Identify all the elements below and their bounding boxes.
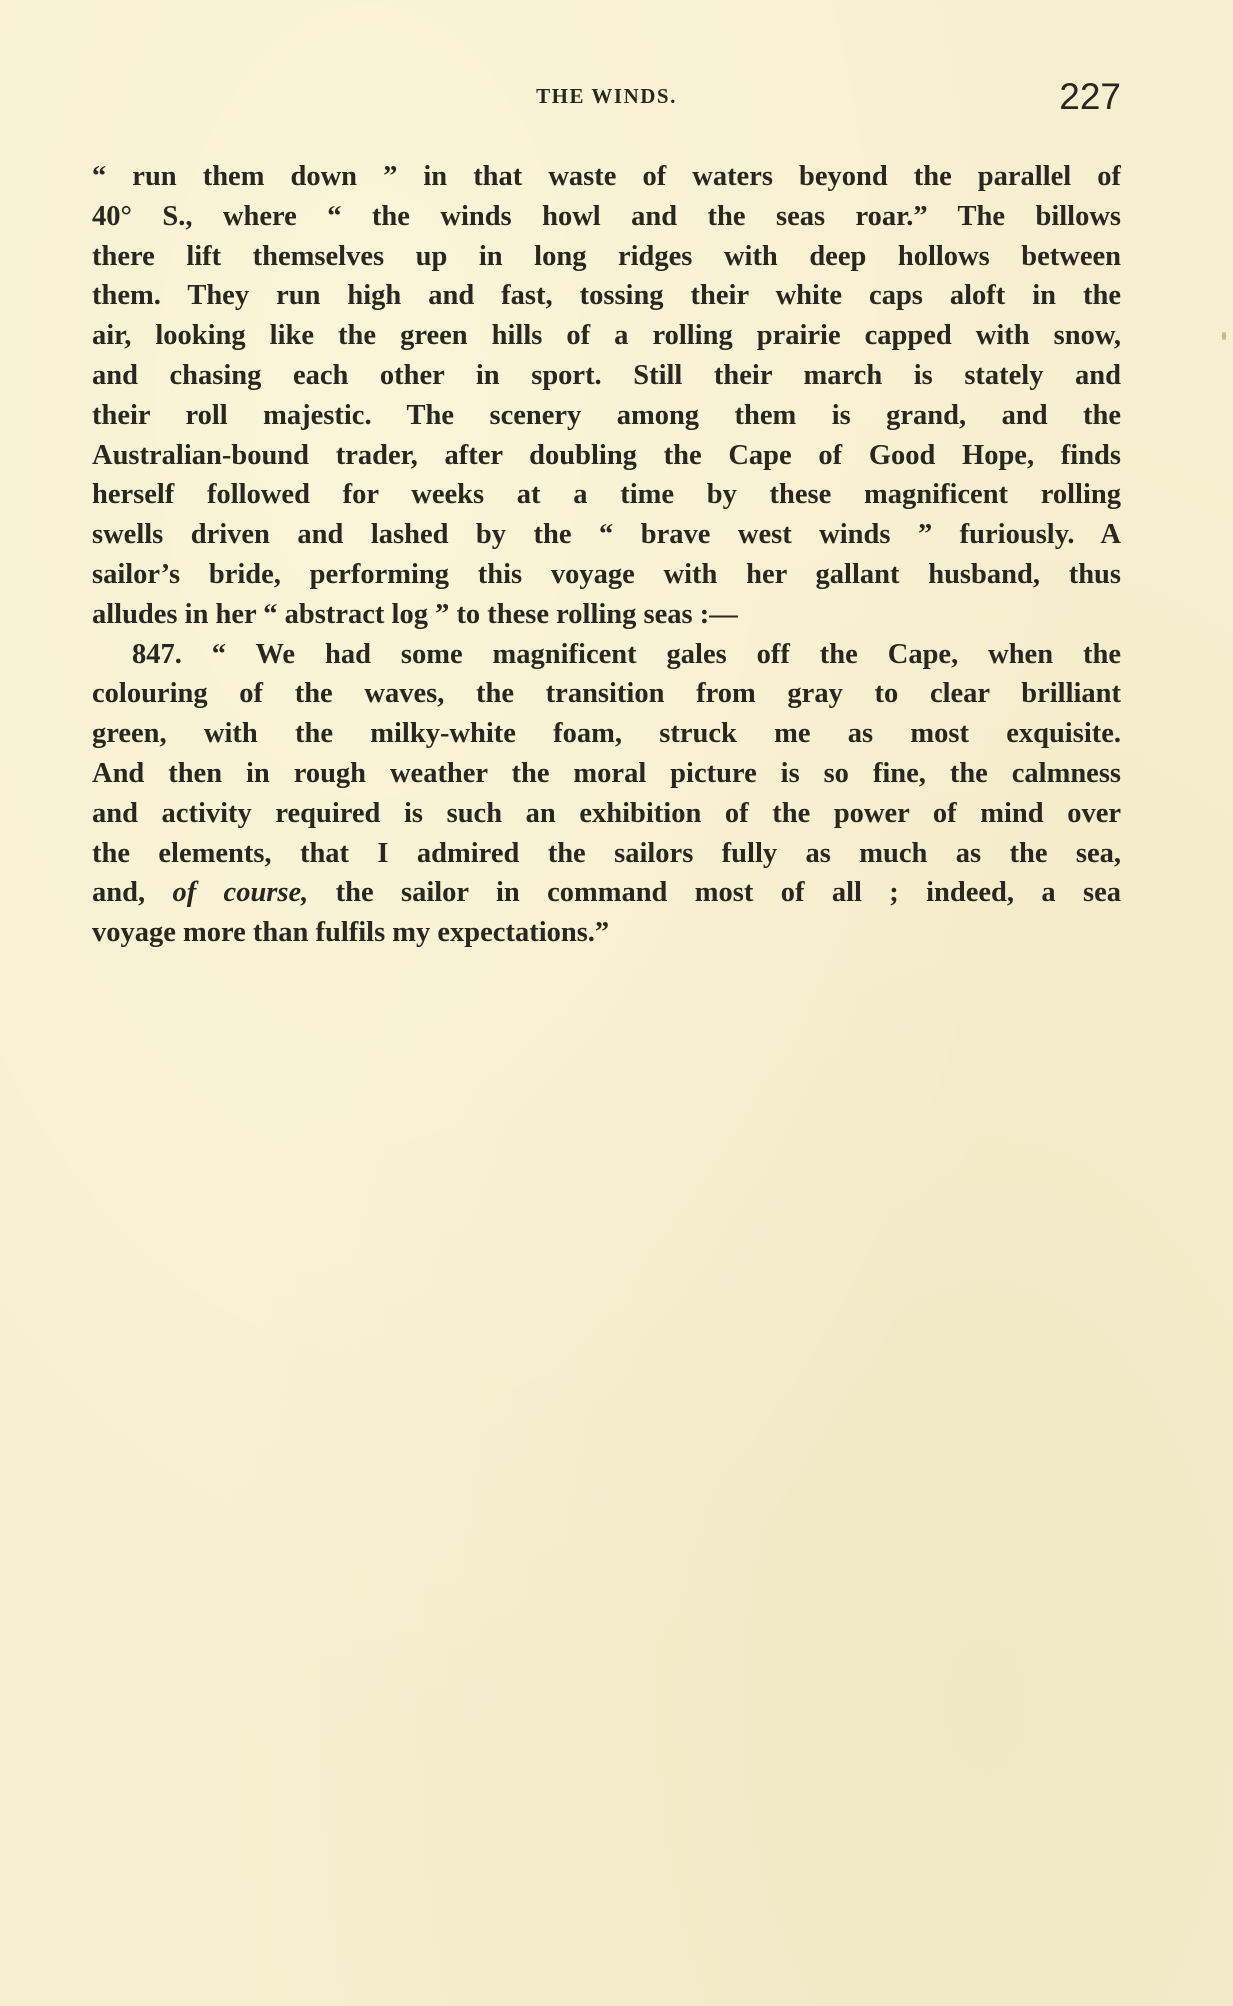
text-line: swells driven and lashed by the “ brave west winds ” furiously. A (92, 519, 1121, 551)
body-text (92, 157, 1121, 953)
text-line: air, looking like the green hills of a rolling prairie capped with snow, (92, 320, 1121, 352)
text-line: there lift themselves up in long ridges with deep hollows between (92, 240, 1121, 272)
text-line: “ run them down ” in that waste of waters beyond the parallel of (92, 161, 1121, 192)
text-line: their roll majestic. The scenery among them is grand, and the (92, 399, 1121, 431)
paragraph-847-first-line: 847. “ We had some magnificent gales off the Cape, when the (132, 638, 1121, 670)
running-head (92, 76, 1121, 126)
text-run: the sailor in command most of all ; indeed, a sea (308, 877, 1121, 909)
text-line: Australian-bound trader, after doubling the Cape of Good Hope, finds (92, 439, 1121, 471)
running-title: THE WINDS. (536, 84, 677, 108)
text-line: the elements, that I admired the sailors fully as much as the sea, (92, 837, 1121, 869)
text-line: and chasing each other in sport. Still their march is stately and (92, 359, 1121, 391)
text-line: colouring of the waves, the transition from gray to clear brilliant (92, 678, 1121, 710)
text-line: alludes in her “ abstract log ” to these rolling seas :— (92, 598, 738, 630)
text-line (92, 873, 1121, 913)
text-line: voyage more than fulfils my expectations.” (92, 917, 610, 949)
text-line: them. They run high and fast, tossing their white caps aloft in the (92, 280, 1121, 312)
text-line: herself followed for weeks at a time by these magnificent rolling (92, 479, 1121, 511)
italic-phrase: of course, (172, 877, 309, 909)
text-run: and, (92, 877, 173, 909)
text-line: and activity required is such an exhibition of the power of mind over (92, 797, 1121, 829)
text-line: And then in rough weather the moral picture is so fine, the calmness (92, 757, 1121, 789)
text-line: green, with the milky-white foam, struck me as most exquisite. (92, 718, 1121, 750)
page-number: 227 (1059, 76, 1121, 117)
text-line: 40° S., where “ the winds howl and the seas roar.” The billows (92, 200, 1121, 232)
margin-speck (1222, 332, 1226, 340)
text-line: sailor’s bride, performing this voyage with her gallant husband, thus (92, 558, 1121, 590)
